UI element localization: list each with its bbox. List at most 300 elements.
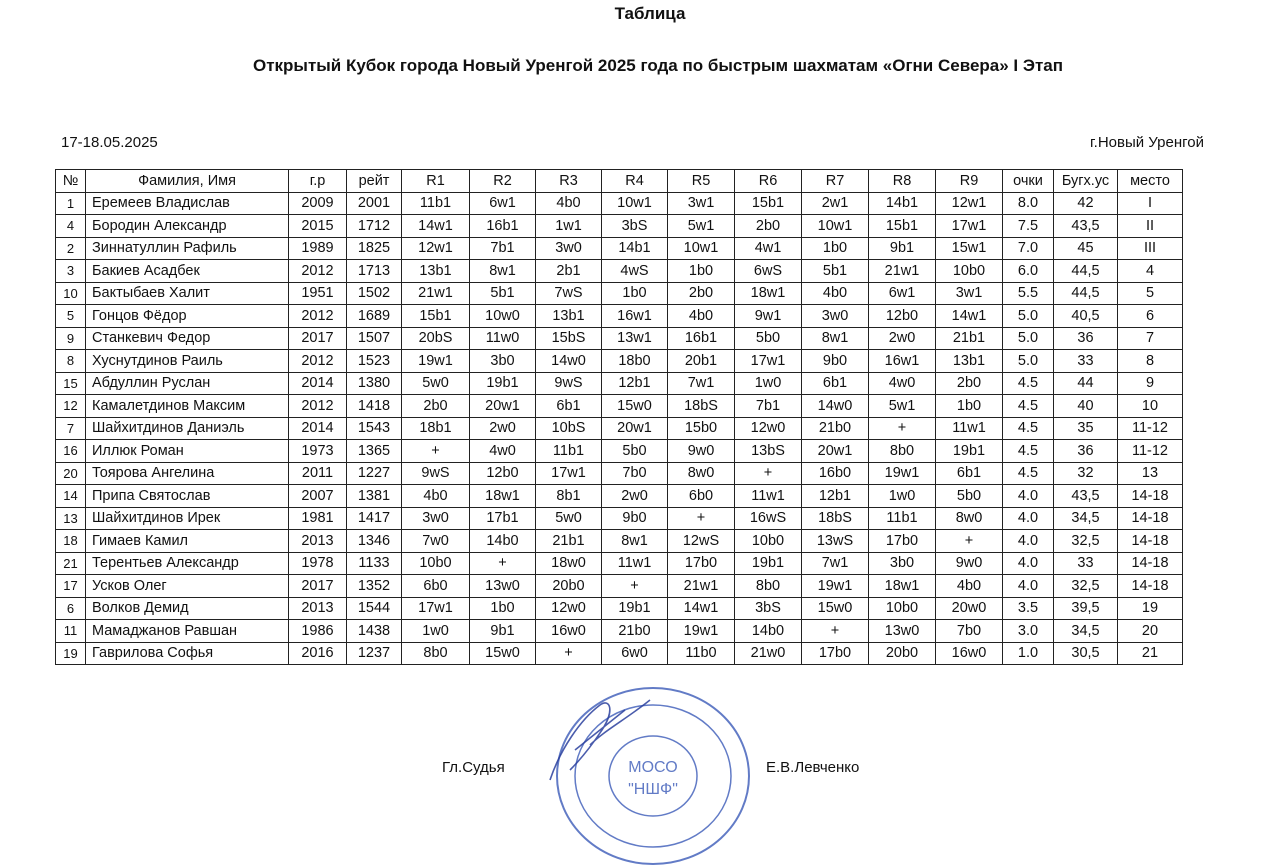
chief-judge-label: Гл.Судья <box>442 759 505 776</box>
table-cell: 3bS <box>602 215 668 238</box>
table-cell: 6b0 <box>402 575 470 598</box>
table-cell: 6b1 <box>936 462 1003 485</box>
table-cell: 6w1 <box>869 282 936 305</box>
table-row <box>56 327 1183 350</box>
table-cell: 4.0 <box>1003 530 1054 553</box>
table-cell: 5b1 <box>802 260 869 283</box>
table-cell: 15w1 <box>936 237 1003 260</box>
table-cell: 13wS <box>802 530 869 553</box>
table-cell: 13w0 <box>470 575 536 598</box>
table-cell: 5b0 <box>735 327 802 350</box>
table-cell: 17b0 <box>668 552 735 575</box>
table-cell: 4b0 <box>802 282 869 305</box>
table-cell: 2013 <box>289 597 347 620</box>
table-cell: 33 <box>1054 350 1118 373</box>
table-cell: + <box>470 552 536 575</box>
table-row <box>56 417 1183 440</box>
player-name-cell: Камалетдинов Максим <box>86 395 289 418</box>
table-row <box>56 260 1183 283</box>
table-cell: + <box>402 440 470 463</box>
table-cell: 14 <box>56 485 86 508</box>
table-cell: 17w1 <box>936 215 1003 238</box>
table-cell: 2009 <box>289 192 347 215</box>
column-header: R3 <box>536 170 602 193</box>
table-cell: 12w1 <box>402 237 470 260</box>
table-cell: 15w0 <box>602 395 668 418</box>
table-cell: 2011 <box>289 462 347 485</box>
table-cell: 14-18 <box>1118 530 1183 553</box>
table-cell: 12wS <box>668 530 735 553</box>
table-cell: 4.5 <box>1003 417 1054 440</box>
column-header: очки <box>1003 170 1054 193</box>
table-cell: 44,5 <box>1054 282 1118 305</box>
table-cell: 13b1 <box>936 350 1003 373</box>
table-cell: 21w0 <box>735 642 802 665</box>
table-cell: 8w1 <box>602 530 668 553</box>
table-cell: 16wS <box>735 507 802 530</box>
table-cell: 9b1 <box>470 620 536 643</box>
table-cell: 4 <box>1118 260 1183 283</box>
table-cell: 13 <box>56 507 86 530</box>
table-cell: 18 <box>56 530 86 553</box>
table-cell: 1b0 <box>668 260 735 283</box>
player-name-cell: Бородин Александр <box>86 215 289 238</box>
table-cell: 16w0 <box>536 620 602 643</box>
table-cell: 2 <box>56 237 86 260</box>
table-cell: 7b0 <box>602 462 668 485</box>
table-cell: II <box>1118 215 1183 238</box>
player-name-cell: Бактыбаев Халит <box>86 282 289 305</box>
table-cell: 3.0 <box>1003 620 1054 643</box>
table-cell: + <box>536 642 602 665</box>
column-header: R2 <box>470 170 536 193</box>
player-name-cell: Волков Демид <box>86 597 289 620</box>
table-row <box>56 395 1183 418</box>
table-cell: 20 <box>1118 620 1183 643</box>
table-cell: 11b1 <box>402 192 470 215</box>
table-cell: 21b1 <box>936 327 1003 350</box>
table-cell: 16 <box>56 440 86 463</box>
table-cell: 14b0 <box>735 620 802 643</box>
table-cell: 2013 <box>289 530 347 553</box>
table-cell: 3bS <box>735 597 802 620</box>
table-cell: 15w0 <box>470 642 536 665</box>
table-cell: 4w0 <box>869 372 936 395</box>
table-row <box>56 507 1183 530</box>
player-name-cell: Зиннатуллин Рафиль <box>86 237 289 260</box>
column-header: R5 <box>668 170 735 193</box>
table-cell: 2w0 <box>470 417 536 440</box>
table-cell: 2012 <box>289 260 347 283</box>
table-cell: 9w1 <box>735 305 802 328</box>
table-cell: 30,5 <box>1054 642 1118 665</box>
table-cell: I <box>1118 192 1183 215</box>
table-cell: 1w0 <box>402 620 470 643</box>
table-cell: 15w0 <box>802 597 869 620</box>
table-cell: 32,5 <box>1054 530 1118 553</box>
table-cell: 8.0 <box>1003 192 1054 215</box>
player-name-cell: Гонцов Фёдор <box>86 305 289 328</box>
table-cell: 3b0 <box>470 350 536 373</box>
table-row <box>56 620 1183 643</box>
player-name-cell: Еремеев Владислав <box>86 192 289 215</box>
table-cell: 19b1 <box>735 552 802 575</box>
table-cell: 9w0 <box>936 552 1003 575</box>
table-cell: 6wS <box>735 260 802 283</box>
table-cell: 15 <box>56 372 86 395</box>
table-cell: 7w1 <box>802 552 869 575</box>
column-header: № <box>56 170 86 193</box>
table-cell: 3b0 <box>869 552 936 575</box>
tournament-date: 17-18.05.2025 <box>61 134 158 151</box>
table-cell: 4b0 <box>936 575 1003 598</box>
table-row <box>56 282 1183 305</box>
table-cell: 5 <box>56 305 86 328</box>
table-cell: + <box>735 462 802 485</box>
table-cell: 1973 <box>289 440 347 463</box>
table-cell: 7.0 <box>1003 237 1054 260</box>
table-cell: 9wS <box>402 462 470 485</box>
table-cell: 1502 <box>347 282 402 305</box>
table-cell: 11b1 <box>869 507 936 530</box>
table-cell: 13 <box>1118 462 1183 485</box>
table-cell: 19w1 <box>869 462 936 485</box>
table-cell: 1544 <box>347 597 402 620</box>
table-row <box>56 462 1183 485</box>
table-cell: 1380 <box>347 372 402 395</box>
table-cell: 21 <box>1118 642 1183 665</box>
table-cell: 16b1 <box>668 327 735 350</box>
table-cell: 1989 <box>289 237 347 260</box>
table-cell: 4b0 <box>402 485 470 508</box>
table-cell: 2001 <box>347 192 402 215</box>
table-cell: 1b0 <box>936 395 1003 418</box>
table-cell: 11w1 <box>936 417 1003 440</box>
table-cell: 42 <box>1054 192 1118 215</box>
table-cell: 10w1 <box>602 192 668 215</box>
page-title: Таблица <box>614 4 686 23</box>
table-cell: 18bS <box>802 507 869 530</box>
table-cell: 19b1 <box>602 597 668 620</box>
table-cell: 7b1 <box>470 237 536 260</box>
table-cell: 11-12 <box>1118 417 1183 440</box>
table-cell: 12w1 <box>936 192 1003 215</box>
table-row <box>56 597 1183 620</box>
column-header: рейт <box>347 170 402 193</box>
player-name-cell: Абдуллин Руслан <box>86 372 289 395</box>
table-cell: 14w1 <box>402 215 470 238</box>
table-cell: 1507 <box>347 327 402 350</box>
table-cell: 12b1 <box>602 372 668 395</box>
table-cell: 4w0 <box>470 440 536 463</box>
column-header: г.р <box>289 170 347 193</box>
table-cell: 20b1 <box>668 350 735 373</box>
table-cell: 11w1 <box>602 552 668 575</box>
table-row <box>56 350 1183 373</box>
table-cell: 7 <box>56 417 86 440</box>
stamp-line1: МОСО <box>628 759 678 776</box>
table-cell: 33 <box>1054 552 1118 575</box>
table-cell: 6b1 <box>802 372 869 395</box>
table-cell: 21w1 <box>869 260 936 283</box>
table-cell: 3w1 <box>668 192 735 215</box>
table-cell: 21w1 <box>668 575 735 598</box>
stamp-line2: "НШФ" <box>628 781 678 798</box>
table-row <box>56 575 1183 598</box>
table-cell: 14w1 <box>668 597 735 620</box>
table-cell: 5.5 <box>1003 282 1054 305</box>
table-cell: 2b0 <box>936 372 1003 395</box>
table-cell: 1381 <box>347 485 402 508</box>
table-cell: 5w1 <box>869 395 936 418</box>
column-header: Бугх.ус <box>1054 170 1118 193</box>
table-cell: 1986 <box>289 620 347 643</box>
table-cell: 16w0 <box>936 642 1003 665</box>
table-cell: 2007 <box>289 485 347 508</box>
table-cell: 8b0 <box>735 575 802 598</box>
table-row <box>56 530 1183 553</box>
table-row <box>56 237 1183 260</box>
table-cell: 2012 <box>289 395 347 418</box>
table-cell: 14-18 <box>1118 552 1183 575</box>
table-cell: 32 <box>1054 462 1118 485</box>
table-cell: 18w0 <box>536 552 602 575</box>
table-cell: 1951 <box>289 282 347 305</box>
table-cell: 21 <box>56 552 86 575</box>
tournament-title: Открытый Кубок города Новый Уренгой 2025 года по быстрым шахматам «Огни Севера» I Этап <box>252 56 1063 75</box>
table-cell: 15b0 <box>668 417 735 440</box>
table-cell: 18b0 <box>602 350 668 373</box>
table-cell: 1346 <box>347 530 402 553</box>
table-cell: 2b0 <box>668 282 735 305</box>
table-cell: 6b1 <box>536 395 602 418</box>
column-header: R1 <box>402 170 470 193</box>
table-cell: III <box>1118 237 1183 260</box>
table-cell: 4.0 <box>1003 552 1054 575</box>
table-cell: 1227 <box>347 462 402 485</box>
table-row <box>56 215 1183 238</box>
table-cell: 21b0 <box>602 620 668 643</box>
table-cell: 1981 <box>289 507 347 530</box>
table-cell: 15b1 <box>735 192 802 215</box>
column-header: место <box>1118 170 1183 193</box>
table-cell: 45 <box>1054 237 1118 260</box>
player-name-cell: Гимаев Камил <box>86 530 289 553</box>
table-cell: 10w1 <box>802 215 869 238</box>
table-cell: 13b1 <box>402 260 470 283</box>
table-cell: 13bS <box>735 440 802 463</box>
table-cell: 44,5 <box>1054 260 1118 283</box>
table-row <box>56 642 1183 665</box>
table-cell: 1b0 <box>470 597 536 620</box>
table-cell: 14-18 <box>1118 485 1183 508</box>
table-cell: 2014 <box>289 417 347 440</box>
table-cell: 4b0 <box>668 305 735 328</box>
table-cell: 12 <box>56 395 86 418</box>
table-cell: 32,5 <box>1054 575 1118 598</box>
table-cell: 14-18 <box>1118 507 1183 530</box>
player-name-cell: Мамаджанов Равшан <box>86 620 289 643</box>
table-cell: 2w1 <box>802 192 869 215</box>
table-cell: 9wS <box>536 372 602 395</box>
table-cell: 18bS <box>668 395 735 418</box>
table-cell: 3w1 <box>936 282 1003 305</box>
table-cell: 8w0 <box>936 507 1003 530</box>
table-cell: 10w1 <box>668 237 735 260</box>
player-name-cell: Шайхитдинов Ирек <box>86 507 289 530</box>
table-cell: 43,5 <box>1054 485 1118 508</box>
player-name-cell: Тоярова Ангелина <box>86 462 289 485</box>
table-cell: 5b0 <box>602 440 668 463</box>
table-cell: 6.0 <box>1003 260 1054 283</box>
column-header: Фамилия, Имя <box>86 170 289 193</box>
table-cell: 8 <box>1118 350 1183 373</box>
table-cell: 8 <box>56 350 86 373</box>
table-cell: 12w0 <box>536 597 602 620</box>
table-cell: 43,5 <box>1054 215 1118 238</box>
table-cell: 4wS <box>602 260 668 283</box>
table-cell: 2012 <box>289 305 347 328</box>
player-name-cell: Иллюк Роман <box>86 440 289 463</box>
table-cell: 18w1 <box>470 485 536 508</box>
table-cell: 16b1 <box>470 215 536 238</box>
table-cell: 1978 <box>289 552 347 575</box>
table-cell: 1w1 <box>536 215 602 238</box>
table-cell: 34,5 <box>1054 620 1118 643</box>
table-cell: 11w1 <box>735 485 802 508</box>
table-cell: 5w0 <box>536 507 602 530</box>
table-cell: 5.0 <box>1003 350 1054 373</box>
table-cell: 2015 <box>289 215 347 238</box>
table-cell: 1133 <box>347 552 402 575</box>
column-header: R6 <box>735 170 802 193</box>
table-cell: 9b1 <box>869 237 936 260</box>
table-cell: + <box>869 417 936 440</box>
table-cell: 10 <box>56 282 86 305</box>
player-name-cell: Хуснутдинов Раиль <box>86 350 289 373</box>
table-cell: 3w0 <box>402 507 470 530</box>
column-header: R9 <box>936 170 1003 193</box>
table-cell: 14w0 <box>802 395 869 418</box>
table-cell: 14w1 <box>936 305 1003 328</box>
table-cell: 21w1 <box>402 282 470 305</box>
table-cell: 35 <box>1054 417 1118 440</box>
table-cell: 19w1 <box>668 620 735 643</box>
table-cell: 14-18 <box>1118 575 1183 598</box>
table-cell: 20b0 <box>536 575 602 598</box>
table-cell: 6w1 <box>470 192 536 215</box>
table-cell: 5.0 <box>1003 327 1054 350</box>
table-cell: 1712 <box>347 215 402 238</box>
table-cell: 12b0 <box>470 462 536 485</box>
table-row <box>56 372 1183 395</box>
table-cell: 11b0 <box>668 642 735 665</box>
table-cell: 13w0 <box>869 620 936 643</box>
table-cell: 3w0 <box>802 305 869 328</box>
table-cell: 2b0 <box>735 215 802 238</box>
table-cell: 1689 <box>347 305 402 328</box>
table-cell: 15b1 <box>869 215 936 238</box>
table-cell: 4.5 <box>1003 395 1054 418</box>
table-cell: 19b1 <box>470 372 536 395</box>
table-cell: 13b1 <box>536 305 602 328</box>
table-row <box>56 552 1183 575</box>
table-cell: 7b1 <box>735 395 802 418</box>
table-cell: 4.0 <box>1003 485 1054 508</box>
player-name-cell: Станкевич Федор <box>86 327 289 350</box>
table-cell: 40 <box>1054 395 1118 418</box>
table-cell: 8b0 <box>869 440 936 463</box>
table-row <box>56 440 1183 463</box>
table-cell: 17w1 <box>536 462 602 485</box>
table-cell: 17b1 <box>470 507 536 530</box>
table-cell: 14w0 <box>536 350 602 373</box>
table-cell: 2w0 <box>869 327 936 350</box>
table-cell: 18b1 <box>402 417 470 440</box>
table-body <box>56 192 1183 665</box>
table-cell: 1713 <box>347 260 402 283</box>
table-cell: 2012 <box>289 350 347 373</box>
table-cell: 16w1 <box>602 305 668 328</box>
player-name-cell: Гаврилова Софья <box>86 642 289 665</box>
table-cell: 8b1 <box>536 485 602 508</box>
table-cell: 11-12 <box>1118 440 1183 463</box>
table-cell: 5b0 <box>936 485 1003 508</box>
table-cell: 10b0 <box>869 597 936 620</box>
table-cell: 2b0 <box>402 395 470 418</box>
table-cell: 4.0 <box>1003 507 1054 530</box>
table-cell: 6 <box>56 597 86 620</box>
table-cell: + <box>802 620 869 643</box>
table-cell: 19w1 <box>402 350 470 373</box>
table-cell: 1543 <box>347 417 402 440</box>
table-cell: 36 <box>1054 440 1118 463</box>
table-cell: 10b0 <box>936 260 1003 283</box>
table-cell: 11w0 <box>470 327 536 350</box>
table-cell: 5w0 <box>402 372 470 395</box>
column-header: R7 <box>802 170 869 193</box>
table-cell: 3 <box>56 260 86 283</box>
table-cell: 4b0 <box>536 192 602 215</box>
table-cell: 19 <box>1118 597 1183 620</box>
table-cell: 18w1 <box>869 575 936 598</box>
player-name-cell: Припа Святослав <box>86 485 289 508</box>
table-cell: 40,5 <box>1054 305 1118 328</box>
table-cell: 7.5 <box>1003 215 1054 238</box>
table-cell: 12w0 <box>735 417 802 440</box>
table-cell: 14b0 <box>470 530 536 553</box>
table-cell: 7b0 <box>936 620 1003 643</box>
table-cell: 7w1 <box>668 372 735 395</box>
column-header: R4 <box>602 170 668 193</box>
player-name-cell: Терентьев Александр <box>86 552 289 575</box>
table-cell: 1w0 <box>735 372 802 395</box>
table-cell: 10b0 <box>735 530 802 553</box>
table-row <box>56 305 1183 328</box>
table-cell: 8w1 <box>802 327 869 350</box>
table-cell: 9 <box>56 327 86 350</box>
table-cell: 15bS <box>536 327 602 350</box>
table-cell: 1b0 <box>602 282 668 305</box>
table-cell: 1418 <box>347 395 402 418</box>
table-cell: 2017 <box>289 327 347 350</box>
table-cell: 1523 <box>347 350 402 373</box>
table-cell: 19b1 <box>936 440 1003 463</box>
table-cell: 17w1 <box>402 597 470 620</box>
table-header-row <box>56 170 1183 193</box>
table-cell: 8w1 <box>470 260 536 283</box>
table-cell: 5w1 <box>668 215 735 238</box>
